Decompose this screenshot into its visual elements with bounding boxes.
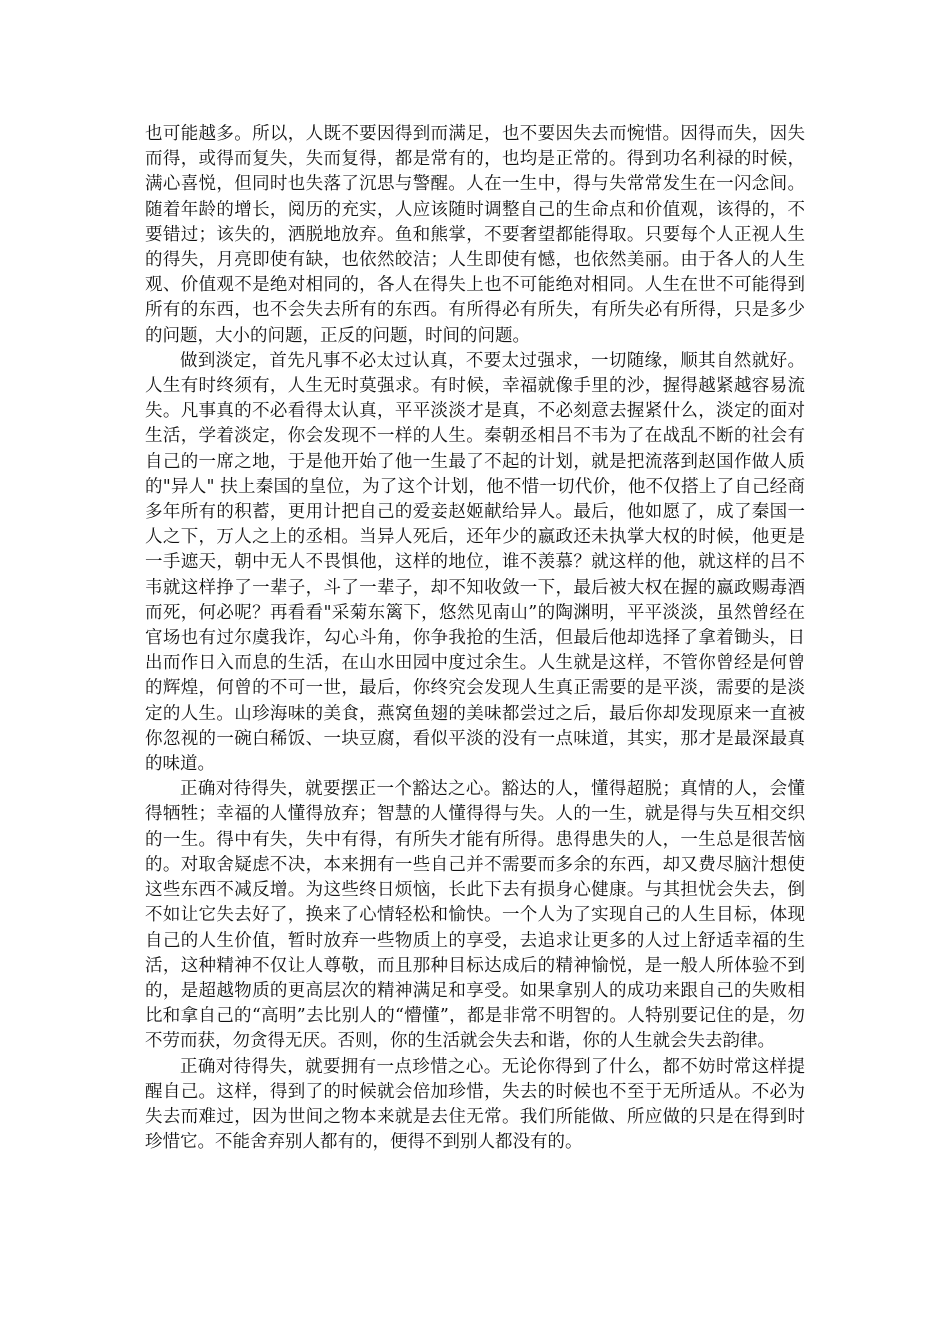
paragraph-equanimity: 做到淡定，首先凡事不必太过认真，不要太过强求，一切随缘，顺其自然就好。人生有时终须有，人生无时莫强求。有时候，幸福就像手里的沙，握得越紧越容易流失。凡事真的不必看得太认真，平平淡淡才是真，不必刻意去握紧什么，淡定的面对生活，学着淡定，你会发现不一样的人生。秦朝丞相吕不韦为了在战乱不断的社会有自己的一席之地，于是他开始了他一生最了不起的计划，就是把流落到赵国作做人质的"异人" 扶上秦国的皇位，为了这个计划，他不惜一切代价，他不仅搭上了自己经商多年所有的积蓄，更用计把自己的爱妾赵姬献给异人。最后，他如愿了，成了秦国一人之下，万人之上的丞相。当异人死后，还年少的嬴政还未执掌大权的时候，他更是一手遮天，朝中无人不畏惧他，这样的地位，谁不羡慕？就这样的他，就这样的吕不韦就这样挣了一辈子，斗了一辈子，却不知收敛一下，最后被大权在握的嬴政赐毒酒而死，何必呢？再看看"采菊东篱下，悠然见南山”的陶渊明，平平淡淡，虽然曾经在官场也有过尔虞我诈，勾心斗角，你争我抢的生活，但最后他却选择了拿着锄头，日出而作日入而息的生活，在山水田园中度过余生。人生就是这样，不管你曾经是何曾的辉煌，何曾的不可一世，最后，你终究会发现人生真正需要的是平淡，需要的是淡定的人生。山珍海味的美食，燕窝鱼翅的美味都尝过之后，最后你却发现原来一直被你忽视的一碗白稀饭、一块豆腐，看似平淡的没有一点味道，其实，那才是最深最真的味道。 xyxy=(145,350,805,775)
paragraph-continuation: 也可能越多。所以，人既不要因得到而满足，也不要因失去而惋惜。因得而失，因失而得，或得而复失，失而复得，都是常有的，也均是正常的。得到功名利禄的时候，满心喜悦，但同时也失落了沉思与警醒。人在一生中，得与失常常发生在一闪念间。随着年龄的增长，阅历的充实，人应该随时调整自己的生命点和价值观，该得的，不要错过；该失的，洒脱地放弃。鱼和熊掌，不要奢望都能得取。只要每个人正视人生的得失，月亮即使有缺，也依然皎洁；人生即使有憾，也依然美丽。由于各人的人生观、价值观不是绝对相同的，各人在得失上也不可能绝对相同。人生在世不可能得到所有的东西，也不会失去所有的东西。有所得必有所失，有所失必有所得，只是多少的问题，大小的问题，正反的问题，时间的问题。 xyxy=(145,124,805,346)
paragraph-cherish: 正确对待得失，就要拥有一点珍惜之心。无论你得到了什么，都不妨时常这样提醒自己。这样，得到了的时候就会倍加珍惜，失去的时候也不至于无所适从。不必为失去而难过，因为世间之物本来就是去住无常。我们所能做、所应做的只是在得到时珍惜它。不能舍弃别人都有的，便得不到别人都没有的。 xyxy=(145,1056,805,1153)
paragraph-open-mind: 正确对待得失，就要摆正一个豁达之心。豁达的人，懂得超脱；真情的人，会懂得牺牲；幸福的人懂得放弃；智慧的人懂得得与失。人的一生，就是得与失互相交织的一生。得中有失，失中有得，有所失才能有所得。患得患失的人，一生总是很苦恼的。对取舍疑虑不决，本来拥有一些自己并不需要而多余的东西，却又费尽脑汁想使这些东西不减反增。为这些终日烦恼，长此下去有损身心健康。与其担忧会失去，倒不如让它失去好了，换来了心情轻松和愉快。一个人为了实现自己的人生目标，体现自己的人生价值，暂时放弃一些物质上的享受，去追求让更多的人过上舒适幸福的生活，这种精神不仅让人尊敬，而且那种目标达成后的精神愉悦，是一般人所体验不到的，是超越物质的更高层次的精神满足和享受。如果拿别人的成功来跟自己的失败相比和拿自己的“高明”去比别人的“懵懂”，都是非常不明智的。人特别要记住的是，勿不劳而获，勿贪得无厌。否则，你的生活就会失去和谐，你的人生就会失去韵律。 xyxy=(145,779,805,1052)
document-body xyxy=(145,122,805,1155)
